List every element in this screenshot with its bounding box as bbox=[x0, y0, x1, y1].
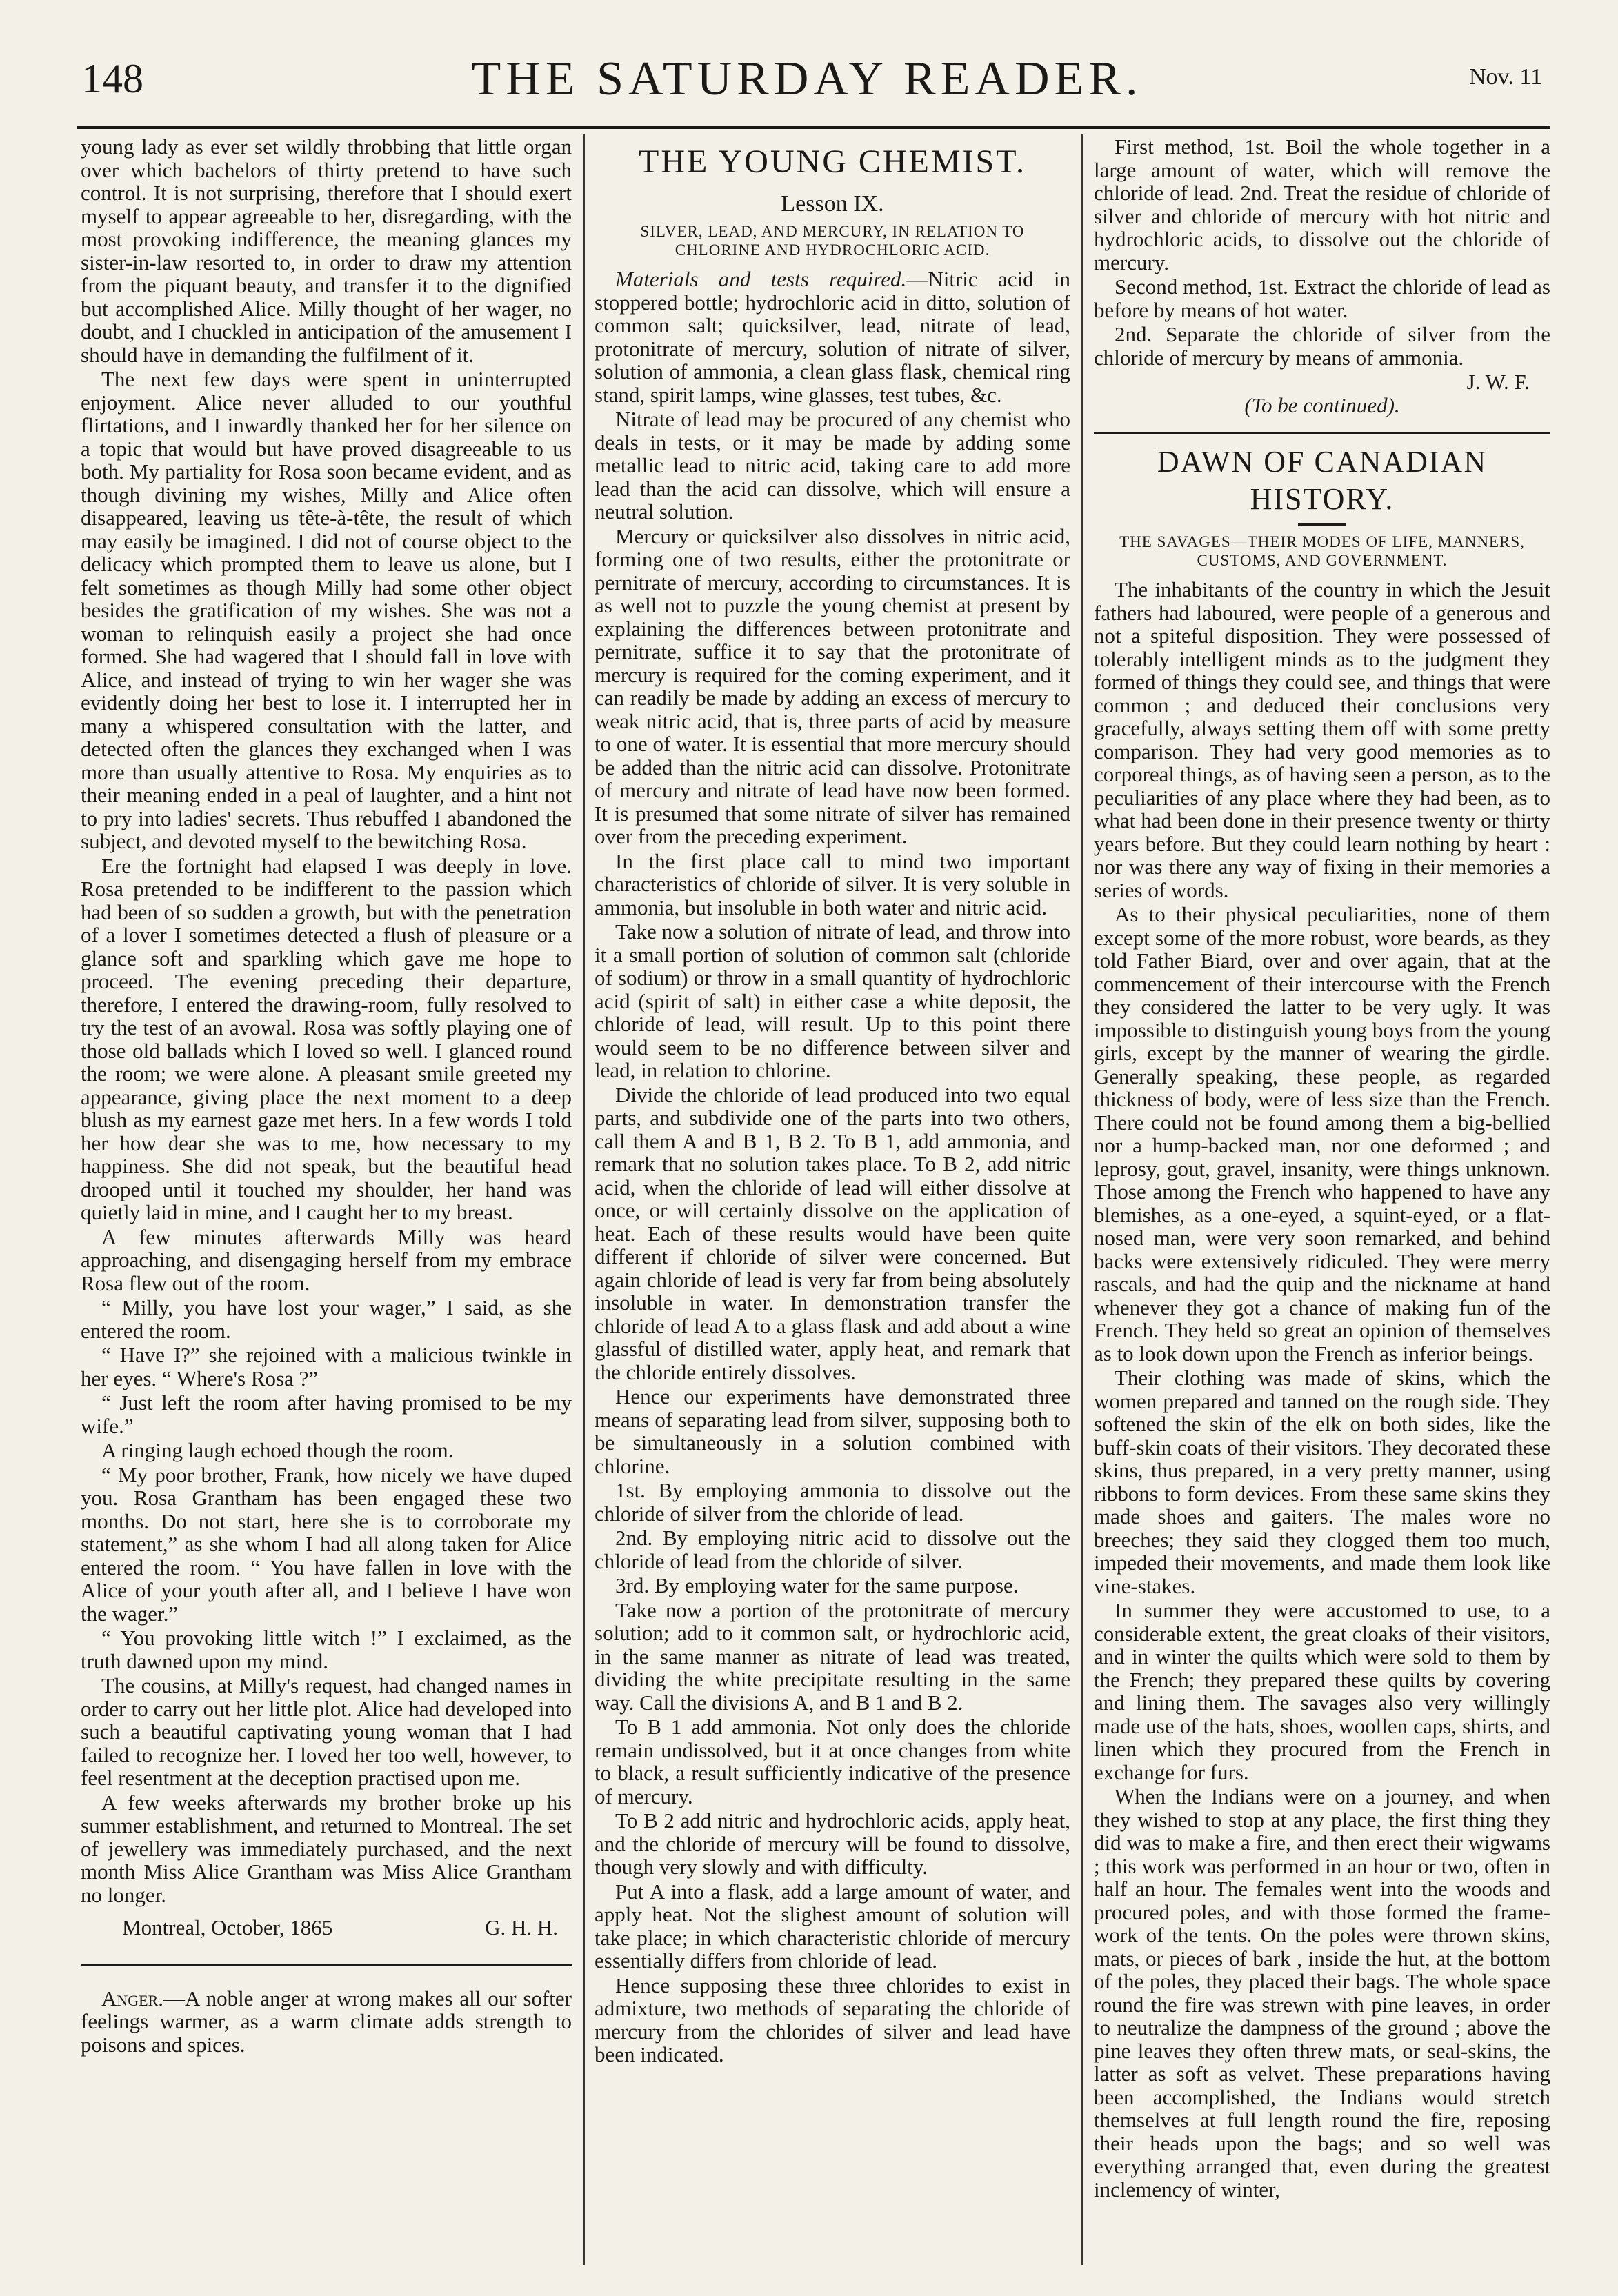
title-rule bbox=[1298, 523, 1346, 526]
to-be-continued: (To be continued). bbox=[1244, 392, 1400, 417]
story-paragraph: “ Just left the room after having promised to be my wife.” bbox=[81, 1390, 572, 1438]
chem-paragraph: Second method, 1st. Extract the chloride of lead as before by means of hot water. bbox=[1094, 274, 1550, 322]
chem-paragraph: Hence our experiments have demonstrated three means of separating lead from silver, supposing both to be simultaneously in a solution combined with chlorine. bbox=[595, 1384, 1070, 1478]
section-rule bbox=[81, 1964, 572, 1966]
column-history bbox=[1094, 135, 1550, 2263]
column-chemist bbox=[595, 135, 1070, 2263]
header-rule bbox=[77, 126, 1550, 129]
column-divider bbox=[1081, 134, 1083, 2265]
chem-paragraph: Divide the chloride of lead produced into two equal parts, and subdivide one of the parts into two others, call them A and B 1, B 2. To B 1, add ammonia, and remark that no solution takes place. To B 2, add nitric acid, when the chloride of lead will either dissolve at once, or will certainly dissolve on the application of heat. Each of these results would have been quite different if chloride of silver were concerned. But again chloride of lead is very far from being absolutely insoluble in water. In demonstration transfer the chloride of lead A to a glass flask and add about a wine glassful of distilled water, apply heat, and remark that the chloride entirely dissolves. bbox=[595, 1082, 1070, 1384]
chem-paragraph: 1st. By employing ammonia to dissolve out the chloride of silver from the chloride of lead. bbox=[595, 1478, 1070, 1526]
history-paragraph: As to their physical peculiarities, none of them except some of the more robust, wore beards, as they told Father Biard, over and over again, that at the commencement of their intercourse with the French they considered the latter to be very ugly. It was impossible to distinguish young boys from the young girls, except by the manner of wearing the girdle. Generally speaking, these people, as regarded thickness of body, were of less size than the French. There could not be found among them a big-bellied nor a hump-backed man, nor one deformed ; and leprosy, gout, gravel, insanity, were things unknown. Those among the French who happened to have any blemishes, as a one-eyed, a squint-eyed, or a flat-nosed man, were very soon remarked, and behind backs were extensively ridiculed. They were merry rascals, and had the quip and the nickname at hand whenever they got a chance of making fun of the French. They held so great an opinion of themselves as to look down upon the French as inferior beings. bbox=[1094, 902, 1550, 1366]
chem-paragraph: 2nd. Separate the chloride of silver from the chloride of mercury by means of ammonia. bbox=[1094, 322, 1550, 370]
history-paragraph: In summer they were accustomed to use, to a considerable extent, the great cloaks of their visitors, and in winter the quilts which were sold to them by the French; they prepared these quilts by covering and lining them. The savages also very willingly made use of the hats, shoes, woollen caps, shirts, and linen which they procured from the French in exchange for furs. bbox=[1094, 1598, 1550, 1784]
chem-paragraph: Hence supposing these three chlorides to exist in admixture, two methods of separating the chloride of mercury from the chlorides of silver and lead have been indicated. bbox=[595, 1973, 1070, 2066]
history-paragraph: When the Indians were on a journey, and when they wished to stop at any place, the first thing they did was to make a fire, and then erect their wigwams ; this work was performed in an hour or two, often in half an hour. The females went into the woods and procured poles, and with those formed the frame-work of the tents. On the poles were thrown skins, mats, or pieces of bark , inside the hut, at the bottom of the poles, they placed their bags. The whole space round the fire was strewn with pine leaves, in order to neutralize the dampness of the ground ; above the pine leaves they often threw mats, or seal-skins, the latter as soft as velvet. These preparations having been accomplished, the Indians would stretch themselves at full length round the fire, reposing their heads upon the bags; and so well was everything arranged that, even during the greatest inclemency of winter, bbox=[1094, 1784, 1550, 2202]
story-dateline bbox=[122, 1916, 558, 1939]
article-title: DAWN OF CANADIAN HISTORY. bbox=[1157, 445, 1488, 516]
materials-paragraph bbox=[595, 268, 1070, 406]
story-paragraph: “ Have I?” she rejoined with a malicious twinkle in her eyes. “ Where's Rosa ?” bbox=[81, 1343, 572, 1390]
materials-text: —Nitric acid in stoppered bottle; hydrochloric acid in ditto, solution of common salt; quicksilver, lead, nitrate of lead, protonitrate of mercury, solution of nitrate of silver, solution of ammonia, a clean glass flask, chemical ring stand, spirit lamps, wine glasses, test tubes, &c. bbox=[595, 267, 1070, 407]
history-paragraph: Their clothing was made of skins, which the women prepared and tanned on the rough side. They softened the skin of the elk on both sides, like the buff-skin coats of their visitors. They decorated these skins, thus prepared, in a very pretty manner, using ribbons to form devices. From these same skins they made shoes and gaiters. The males wore no breeches; they said they clogged them too much, impeded their movements, and made them look like vine-stakes. bbox=[1094, 1366, 1550, 1598]
page-header bbox=[0, 0, 1618, 138]
column-divider bbox=[583, 134, 585, 2265]
dateline-author: G. H. H. bbox=[485, 1915, 558, 1939]
page-number: 148 bbox=[81, 56, 143, 101]
masthead: THE SATURDAY READER. bbox=[471, 52, 1143, 106]
chem-signature: J. W. F. bbox=[1466, 370, 1530, 394]
chem-paragraph: In the first place call to mind two important characteristics of chloride of silver. It is very soluble in ammonia, but insoluble in both water and nitric acid. bbox=[595, 848, 1070, 919]
article-title: THE YOUNG CHEMIST. bbox=[639, 143, 1026, 180]
chem-paragraph: 2nd. By employing nitric acid to dissolve out the chloride of lead from the chloride of silver. bbox=[595, 1526, 1070, 1573]
chem-paragraph: First method, 1st. Boil the whole together in a large amount of water, which will remove the chloride of lead. 2nd. Treat the residue of chloride of silver and chloride of mercury with hot nitric and hydrochloric acids, to dissolve out the chloride of mercury. bbox=[1094, 135, 1550, 274]
chem-paragraph: Take now a solution of nitrate of lead, and throw into it a small portion of solution of common salt (chloride of sodium) or throw in a small quantity of hydrochloric acid (spirit of salt) in either case a white deposit, the chloride of lead, will result. Up to this point there would seem to be no difference between silver and lead, in relation to chlorine. bbox=[595, 919, 1070, 1082]
story-paragraph: Ere the fortnight had elapsed I was deeply in love. Rosa pretended to be indifferent to the passion which had been of so sudden a growth, but with the penetration of a lover I sometimes detected a flush of pleasure or a glance soft and sparkling which gave me hope to proceed. The evening preceding their departure, therefore, I entered the drawing-room, fully resolved to try the test of an avowal. Rosa was softly playing one of those old ballads which I loved so well. I glanced round the room; we were alone. A pleasant smile greeted my appearance, giving place the next moment to a deep blush as my earnest gaze met hers. In a few words I told her how dear she was to me, how necessary to my happiness. She did not speak, but the beautiful head drooped until it touched my shoulder, her hand was quietly laid in mine, and I caught her to my breast. bbox=[81, 853, 572, 1224]
chem-paragraph: Take now a portion of the protonitrate of mercury solution; add to it common salt, or hydrochloric acid, in the same manner as nitrate of lead was treated, dividing the white precipitate resulting in the same way. Call the divisions A, and B 1 and B 2. bbox=[595, 1597, 1070, 1715]
issue-date: Nov. 11 bbox=[1469, 64, 1543, 90]
story-paragraph: “ Milly, you have lost your wager,” I said, as she entered the room. bbox=[81, 1295, 572, 1343]
dateline-place: Montreal, October, 1865 bbox=[122, 1915, 333, 1939]
article-deck: SILVER, LEAD, AND MERCURY, IN RELATION TO CHLORINE AND HYDROCHLORIC ACID. bbox=[640, 223, 1025, 259]
story-paragraph: The next few days were spent in uninterrupted enjoyment. Alice never alluded to our youthful flirtations, and I inwardly thanked her for her silence on a topic that would but have proved disagreeable to us both. My partiality for Rosa soon became evident, and as though divining my wishes, Milly and Alice often disappeared, leaving us tête-à-tête, the result of which may easily be imagined. I did not of course object to the delicacy which prompted them to leave us alone, but I felt sometimes as though Milly had some other object besides the gratification of my wishes. She was not a woman to relinquish easily a project she had once formed. She had wagered that I should fall in love with Alice, and instead of trying to win her wager she was evidently doing her best to lose it. I interrupted her in many a whispered consultation with the latter, and detected often the glances they exchanged when I was more than usually attentive to Rosa. My enquiries as to their meaning ended in a peal of laughter, and a hint not to pry into ladies' secrets. Thus rebuffed I abandoned the subject, and devoted myself to the bewitching Rosa. bbox=[81, 367, 572, 853]
story-paragraph: The cousins, at Milly's request, had changed names in order to carry out her little plot. Alice had developed into such a beautiful captivating young woman that I had failed to recognize her. I loved her too well, however, to feel resentment at the deception practised upon me. bbox=[81, 1673, 572, 1790]
anger-paragraph bbox=[81, 1987, 572, 2057]
section-rule bbox=[1094, 432, 1550, 434]
anger-text: —A noble anger at wrong makes all our softer feelings warmer, as a warm climate adds strength to poisons and spices. bbox=[81, 1986, 572, 2057]
story-paragraph: “ You provoking little witch !” I exclaimed, as the truth dawned upon my mind. bbox=[81, 1626, 572, 1673]
chem-paragraph: To B 1 add ammonia. Not only does the chloride remain undissolved, but it at once changes from white to black, a result sufficiently indicative of the presence of mercury. bbox=[595, 1715, 1070, 1808]
story-paragraph: A ringing laugh echoed though the room. bbox=[101, 1438, 454, 1462]
materials-label: Materials and tests required. bbox=[615, 267, 907, 291]
chem-paragraph: 3rd. By employing water for the same purpose. bbox=[615, 1573, 1019, 1597]
chem-paragraph: Nitrate of lead may be procured of any chemist who deals in tests, or it may be made by adding some metallic lead to nitric acid, taking care to add more lead than the acid can dissolve, which will ensure a neutral solution. bbox=[595, 407, 1070, 523]
chem-paragraph: To B 2 add nitric and hydrochloric acids, apply heat, and the chloride of mercury will be found to dissolve, though very slowly and with difficulty. bbox=[595, 1808, 1070, 1879]
anger-lead: Anger. bbox=[101, 1986, 164, 2010]
article-deck: THE SAVAGES—THEIR MODES OF LIFE, MANNERS, CUSTOMS, AND GOVERNMENT. bbox=[1119, 533, 1525, 569]
chem-paragraph: Put A into a flask, add a large amount of water, and apply heat. Not the slighest amount of solution will take place; in which characteristic chloride of mercury essentially differs from chloride of lead. bbox=[595, 1879, 1070, 1973]
lesson-heading: Lesson IX. bbox=[781, 191, 884, 217]
chem-paragraph: Mercury or quicksilver also dissolves in nitric acid, forming one of two results, either the protonitrate or pernitrate of mercury, according to circumstances. It is as well not to puzzle the young chemist at present by explaining the differences between protonitrate and pernitrate, suffice it to say that the protonitrate of mercury is required for the coming experiment, and it can readily be made by adding an excess of mercury to weak nitric acid, that is, three parts of acid by measure to one of water. It is essential that more mercury should be added than the nitric acid can dissolve. Protonitrate of mercury and nitrate of lead have now been formed. It is presumed that some nitrate of silver has remained over from the preceding experiment. bbox=[595, 523, 1070, 848]
column-story bbox=[81, 135, 572, 2263]
story-paragraph: “ My poor brother, Frank, how nicely we have duped you. Rosa Grantham has been engaged these two months. Do not start, here she is to corroborate my statement,” as she whom I had all along taken for Alice entered the room. “ You have fallen in love with the Alice of your youth after all, and I believe I have won the wager.” bbox=[81, 1462, 572, 1626]
history-paragraph: The inhabitants of the country in which the Jesuit fathers had laboured, were people of a generous and not a spiteful disposition. They were possessed of tolerably intelligent minds as to the judgment they formed of things they could see, and things that were common ; and deduced their conclusions very gracefully, always setting them off with some pretty comparison. They had very good memories as to corporeal things, as of having seen a person, as to the peculiarities of any place where they had been, as to what had been done in their presence twenty or thirty years before. But they could learn nothing by heart : nor was there any way of fixing in their memories a series of words. bbox=[1094, 577, 1550, 902]
story-paragraph: young lady as ever set wildly throbbing that little organ over which bachelors of thirty pretend to have such control. It is not surprising, therefore that I should exert myself to appear agreeable to her, disregarding, with the most provoking indifference, the meaning glances my sister-in-law resorted to, in order to draw my attention from the piquant beauty, and transfer it to the dignified but accomplished Alice. Milly thought of her wager, no doubt, and I chuckled in anticipation of the amusement I should have in demanding the fulfilment of it. bbox=[81, 135, 572, 367]
story-paragraph: A few minutes afterwards Milly was heard approaching, and disengaging herself from my embrace Rosa flew out of the room. bbox=[81, 1224, 572, 1295]
story-paragraph: A few weeks afterwards my brother broke up his summer establishment, and returned to Montreal. The set of jewellery was immediately purchased, and the next month Miss Alice Grantham was Miss Alice Grantham no longer. bbox=[81, 1790, 572, 1907]
